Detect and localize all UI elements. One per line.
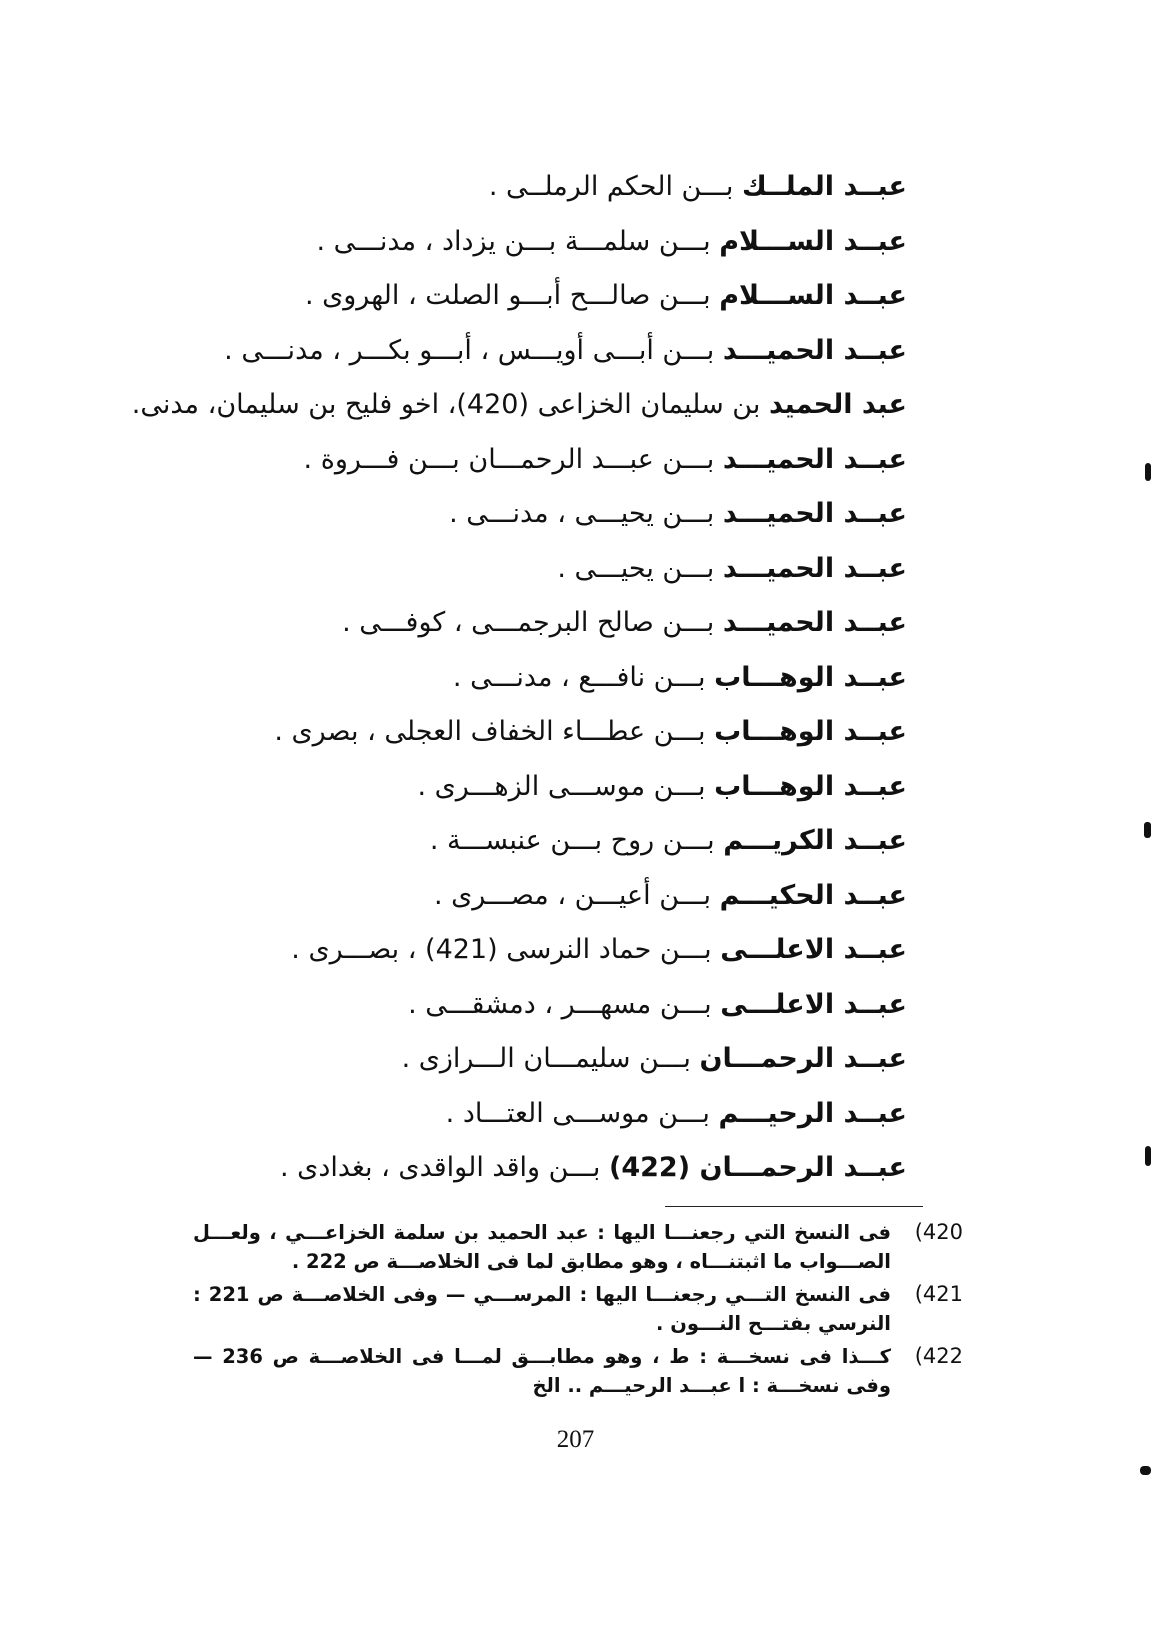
list-item <box>187 433 907 488</box>
footnote-text: فى النسخ التي رجعنـــا اليها : عبد الحميد بن سلمة الخزاعـــي ، ولعـــل الصـــواب ما اثبتنـــاه ، وهو مطابق لما فى الخلاصـــة ص 222 . <box>193 1221 891 1273</box>
page-number: 207 <box>556 1426 595 1453</box>
entry-name: عبــد الوهـــاب <box>714 661 907 693</box>
entry-name: عبــد الوهـــاب <box>714 770 907 802</box>
entry-name: عبــد الكريـــم <box>723 825 907 856</box>
entry-details: بن سليمان الخزاعى (420)، اخو فليح بن سليمان، مدنى. <box>131 389 761 420</box>
footnote-divider <box>665 1206 923 1207</box>
entry-name: عبــد الحميـــد <box>722 552 907 584</box>
entry-details: بـــن الحكم الرملــى . <box>488 171 734 202</box>
entry-name: عبــد الحميـــد <box>722 607 907 638</box>
entry-name: عبــد الرحيـــم <box>718 1097 907 1129</box>
entry-details: بـــن صالـــح أبـــو الصلت ، الهروى . <box>304 280 711 311</box>
entry-details: بـــن صالح البرجمـــى ، كوفـــى . <box>342 607 715 638</box>
entry-name: عبــد الرحمـــان (422) <box>609 1152 907 1183</box>
entry-name: عبــد الملــك <box>741 171 907 202</box>
list-item <box>187 1087 907 1142</box>
entry-name: عبــد الرحمـــان <box>699 1043 907 1074</box>
entry-name: عبد الحميد <box>768 389 907 420</box>
footnote <box>193 1280 963 1338</box>
entry-name: عبــد الحميـــد <box>722 334 907 366</box>
footnote-number: 422) <box>914 1344 963 1368</box>
entry-name: عبــد الاعلـــى <box>720 934 907 965</box>
scan-mark <box>1144 822 1151 838</box>
list-item <box>187 1141 907 1196</box>
list-item <box>187 760 907 815</box>
entry-name: عبــد الحميـــد <box>722 498 907 529</box>
list-item <box>187 814 907 869</box>
entry-details: بـــن يحيـــى . <box>557 552 715 584</box>
scan-mark <box>1145 1146 1151 1166</box>
footnote-number: 421) <box>914 1282 963 1306</box>
list-item <box>187 651 907 706</box>
list-item <box>131 378 907 433</box>
scan-mark <box>1140 1466 1151 1475</box>
entry-details: بـــن حماد النرسى (421) ، بصـــرى . <box>291 934 712 965</box>
footnote <box>193 1218 963 1276</box>
entry-details: بـــن موســـى الزهـــرى . <box>417 770 706 802</box>
list-item <box>187 324 907 379</box>
entry-details: بـــن روح بـــن عنبســـة . <box>429 825 715 856</box>
list-item <box>187 705 907 760</box>
entry-details: بـــن نافـــع ، مدنـــى . <box>452 661 706 693</box>
entry-name: عبــد الحكيـــم <box>719 879 907 911</box>
entry-name: عبــد الوهـــاب <box>714 716 907 747</box>
list-item <box>187 160 907 215</box>
entry-details: بـــن سليمـــان الـــرازى . <box>401 1043 691 1074</box>
entry-details: بـــن سلمـــة بـــن يزداد ، مدنـــى . <box>316 225 711 257</box>
list-item <box>187 269 907 324</box>
footnote-number: 420) <box>914 1220 963 1244</box>
entry-details: بـــن عبـــد الرحمـــان بـــن فـــروة . <box>303 443 715 475</box>
list-item <box>187 978 907 1033</box>
entry-name: عبــد الحميـــد <box>722 443 907 475</box>
entry-name: عبــد الاعلـــى <box>720 988 907 1020</box>
entry-details: بـــن موســـى العتـــاد . <box>445 1097 710 1129</box>
scan-mark <box>1145 463 1151 481</box>
entry-details: بـــن عطـــاء الخفاف العجلى ، بصرى . <box>274 716 706 747</box>
list-item <box>187 1032 907 1087</box>
entry-name: عبــد الســـلام <box>719 280 907 311</box>
entry-details: بـــن مسهـــر ، دمشقـــى . <box>408 988 712 1020</box>
list-item <box>187 596 907 651</box>
list-item <box>187 487 907 542</box>
list-item <box>187 215 907 270</box>
footnote-text: فى النسخ التـــي رجعنـــا اليها : المرســـي — وفى الخلاصـــة ص 221 : النرسي بفتـــح النـــون . <box>193 1283 891 1335</box>
footnote <box>193 1342 963 1400</box>
entry-details: بـــن يحيـــى ، مدنـــى . <box>449 498 715 529</box>
footnotes <box>193 1218 963 1404</box>
entry-details: بـــن واقد الواقدى ، بغدادى . <box>280 1152 601 1183</box>
list-item <box>187 923 907 978</box>
footnote-text: كـــذا فى نسخـــة : ط ، وهو مطابـــق لمـــا فى الخلاصـــة ص 236 — وفى نسخـــة : ا عبـــد الرحيـــم .. الخ <box>193 1345 891 1397</box>
list-item <box>187 542 907 597</box>
entry-details: بـــن أعيـــن ، مصـــرى . <box>433 879 712 911</box>
entry-details: بـــن أبـــى أويـــس ، أبـــو بكـــر ، مدنـــى . <box>224 334 715 366</box>
narrator-list <box>131 160 907 1196</box>
entry-name: عبــد الســـلام <box>719 225 907 257</box>
list-item <box>187 869 907 924</box>
